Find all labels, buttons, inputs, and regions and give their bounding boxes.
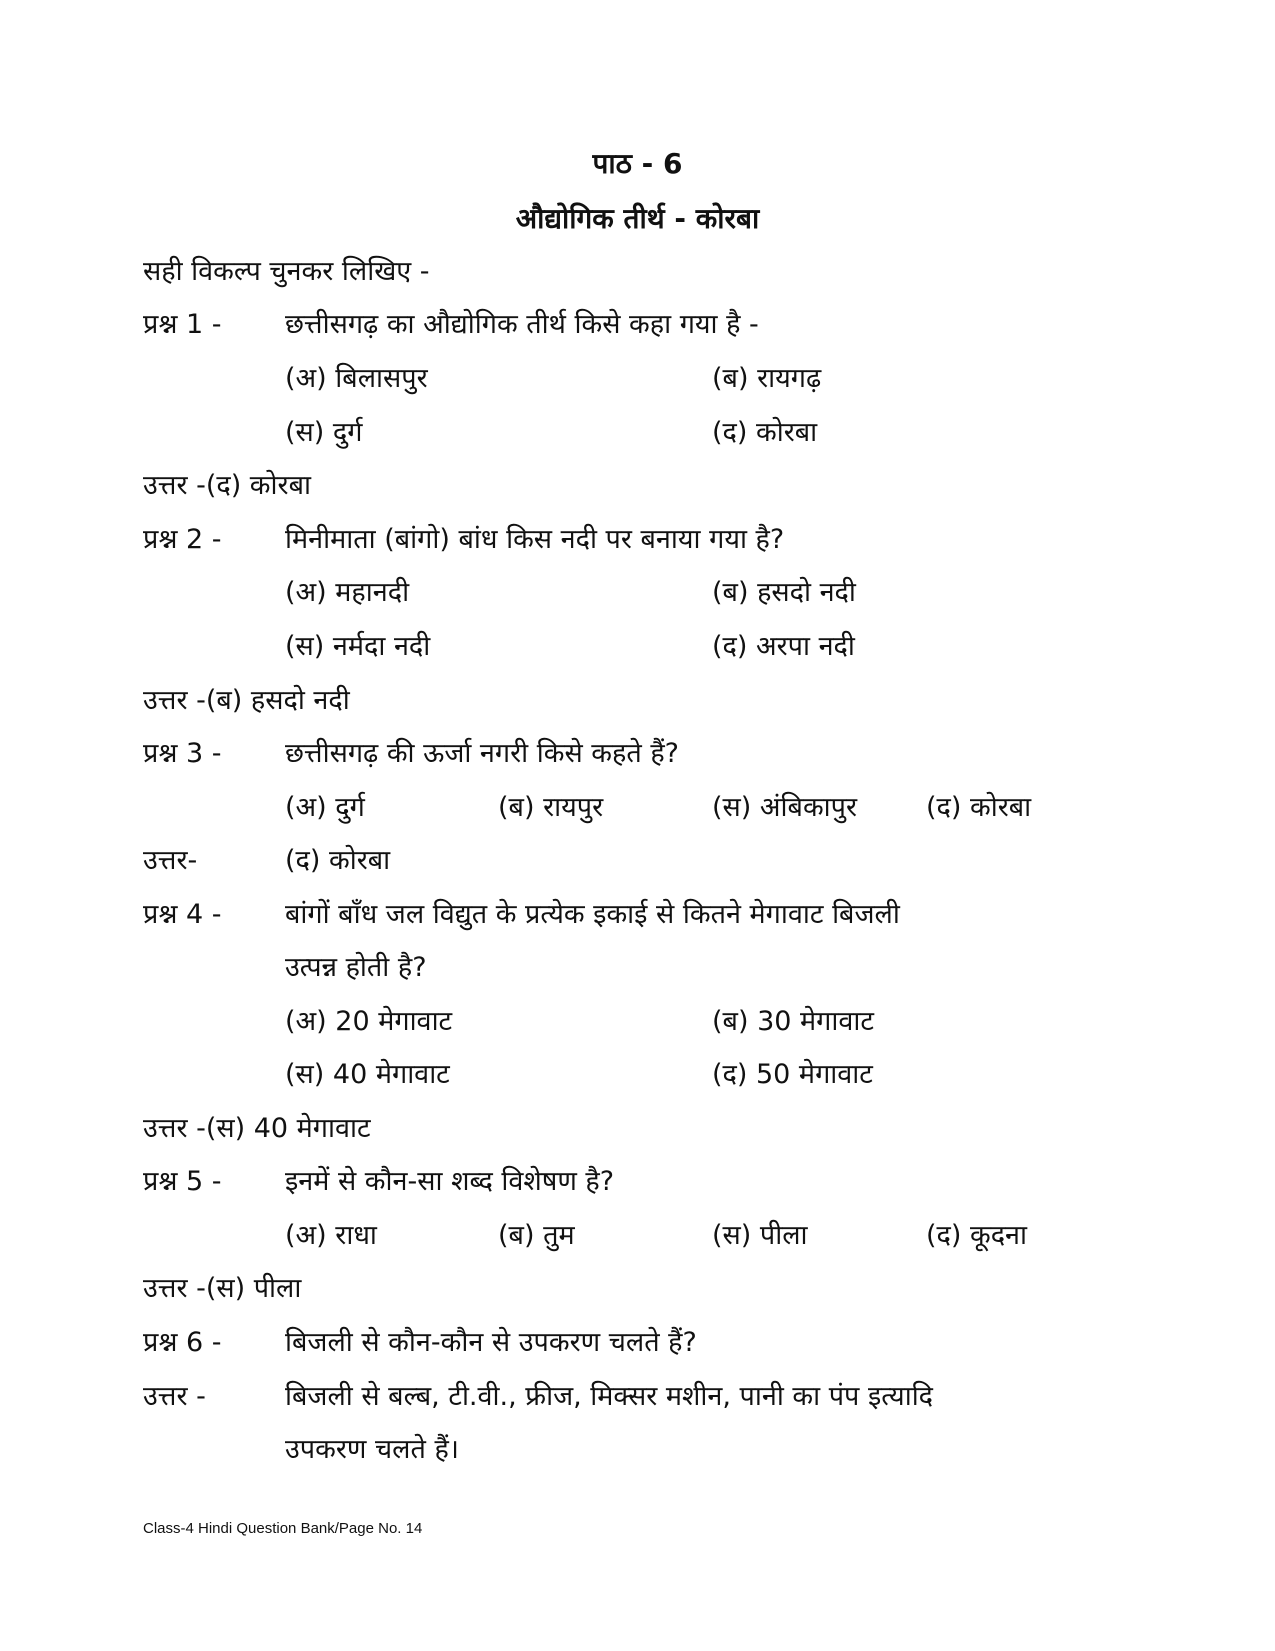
question-2-option-a: (अ) महानदी [285,577,410,608]
question-1-option-d: (द) कोरबा [712,417,818,448]
question-5-option-b: (ब) तुम [498,1220,575,1251]
question-2-label: प्रश्न 2 - [143,524,222,555]
question-6-text: बिजली से कौन-कौन से उपकरण चलते हैं? [285,1327,697,1358]
question-1-answer: उत्तर -(द) कोरबा [143,470,311,501]
question-5-option-d: (द) कूदना [926,1220,1028,1251]
question-3-answer: (द) कोरबा [285,845,391,876]
question-1-option-b: (ब) रायगढ़ [712,363,822,394]
question-5-option-c: (स) पीला [712,1220,808,1251]
question-4-answer: उत्तर -(स) 40 मेगावाट [143,1113,371,1144]
chapter-number: पाठ - 6 [592,147,683,180]
question-2-option-c: (स) नर्मदा नदी [285,631,431,662]
question-3-answer-label: उत्तर- [143,845,198,876]
question-2-text: मिनीमाता (बांगो) बांध किस नदी पर बनाया गया है? [285,524,785,555]
question-6-label: प्रश्न 6 - [143,1327,222,1358]
question-3-label: प्रश्न 3 - [143,738,222,769]
question-1-option-c: (स) दुर्ग [285,417,363,448]
chapter-title: औद्योगिक तीर्थ - कोरबा [515,202,760,235]
question-5-label: प्रश्न 5 - [143,1166,222,1197]
question-5-text: इनमें से कौन-सा शब्द विशेषण है? [285,1166,615,1197]
question-2-answer: उत्तर -(ब) हसदो नदी [143,685,350,716]
question-1-text: छत्तीसगढ़ का औद्योगिक तीर्थ किसे कहा गया है - [285,309,759,340]
question-4-option-a: (अ) 20 मेगावाट [285,1006,453,1037]
question-3-text: छत्तीसगढ़ की ऊर्जा नगरी किसे कहते हैं? [285,738,680,769]
question-4-option-d: (द) 50 मेगावाट [712,1059,873,1090]
question-3-option-d: (द) कोरबा [926,792,1032,823]
question-3-option-a: (अ) दुर्ग [285,792,365,823]
question-2-option-b: (ब) हसदो नदी [712,577,856,608]
page-footer: Class-4 Hindi Question Bank/Page No. 14 [143,1520,423,1537]
question-4-label: प्रश्न 4 - [143,899,222,930]
instruction: सही विकल्प चुनकर लिखिए - [143,256,430,287]
question-4-option-b: (ब) 30 मेगावाट [712,1006,874,1037]
question-5-answer: उत्तर -(स) पीला [143,1273,302,1304]
question-5-option-a: (अ) राधा [285,1220,377,1251]
question-4-text-line-1: बांगों बाँध जल विद्युत के प्रत्येक इकाई से कितने मेगावाट बिजली [285,899,900,930]
question-1-label: प्रश्न 1 - [143,309,222,340]
question-6-answer-label: उत्तर - [143,1381,206,1412]
question-4-option-c: (स) 40 मेगावाट [285,1059,450,1090]
question-1-option-a: (अ) बिलासपुर [285,363,428,394]
question-4-text-line-2: उत्पन्न होती है? [285,952,427,983]
question-3-option-c: (स) अंबिकापुर [712,792,858,823]
question-3-option-b: (ब) रायपुर [498,792,604,823]
question-2-option-d: (द) अरपा नदी [712,631,855,662]
question-6-answer-line-1: बिजली से बल्ब, टी.वी., फ्रीज, मिक्सर मशीन, पानी का पंप इत्यादि [285,1381,934,1412]
question-6-answer-line-2: उपकरण चलते हैं। [285,1434,460,1465]
